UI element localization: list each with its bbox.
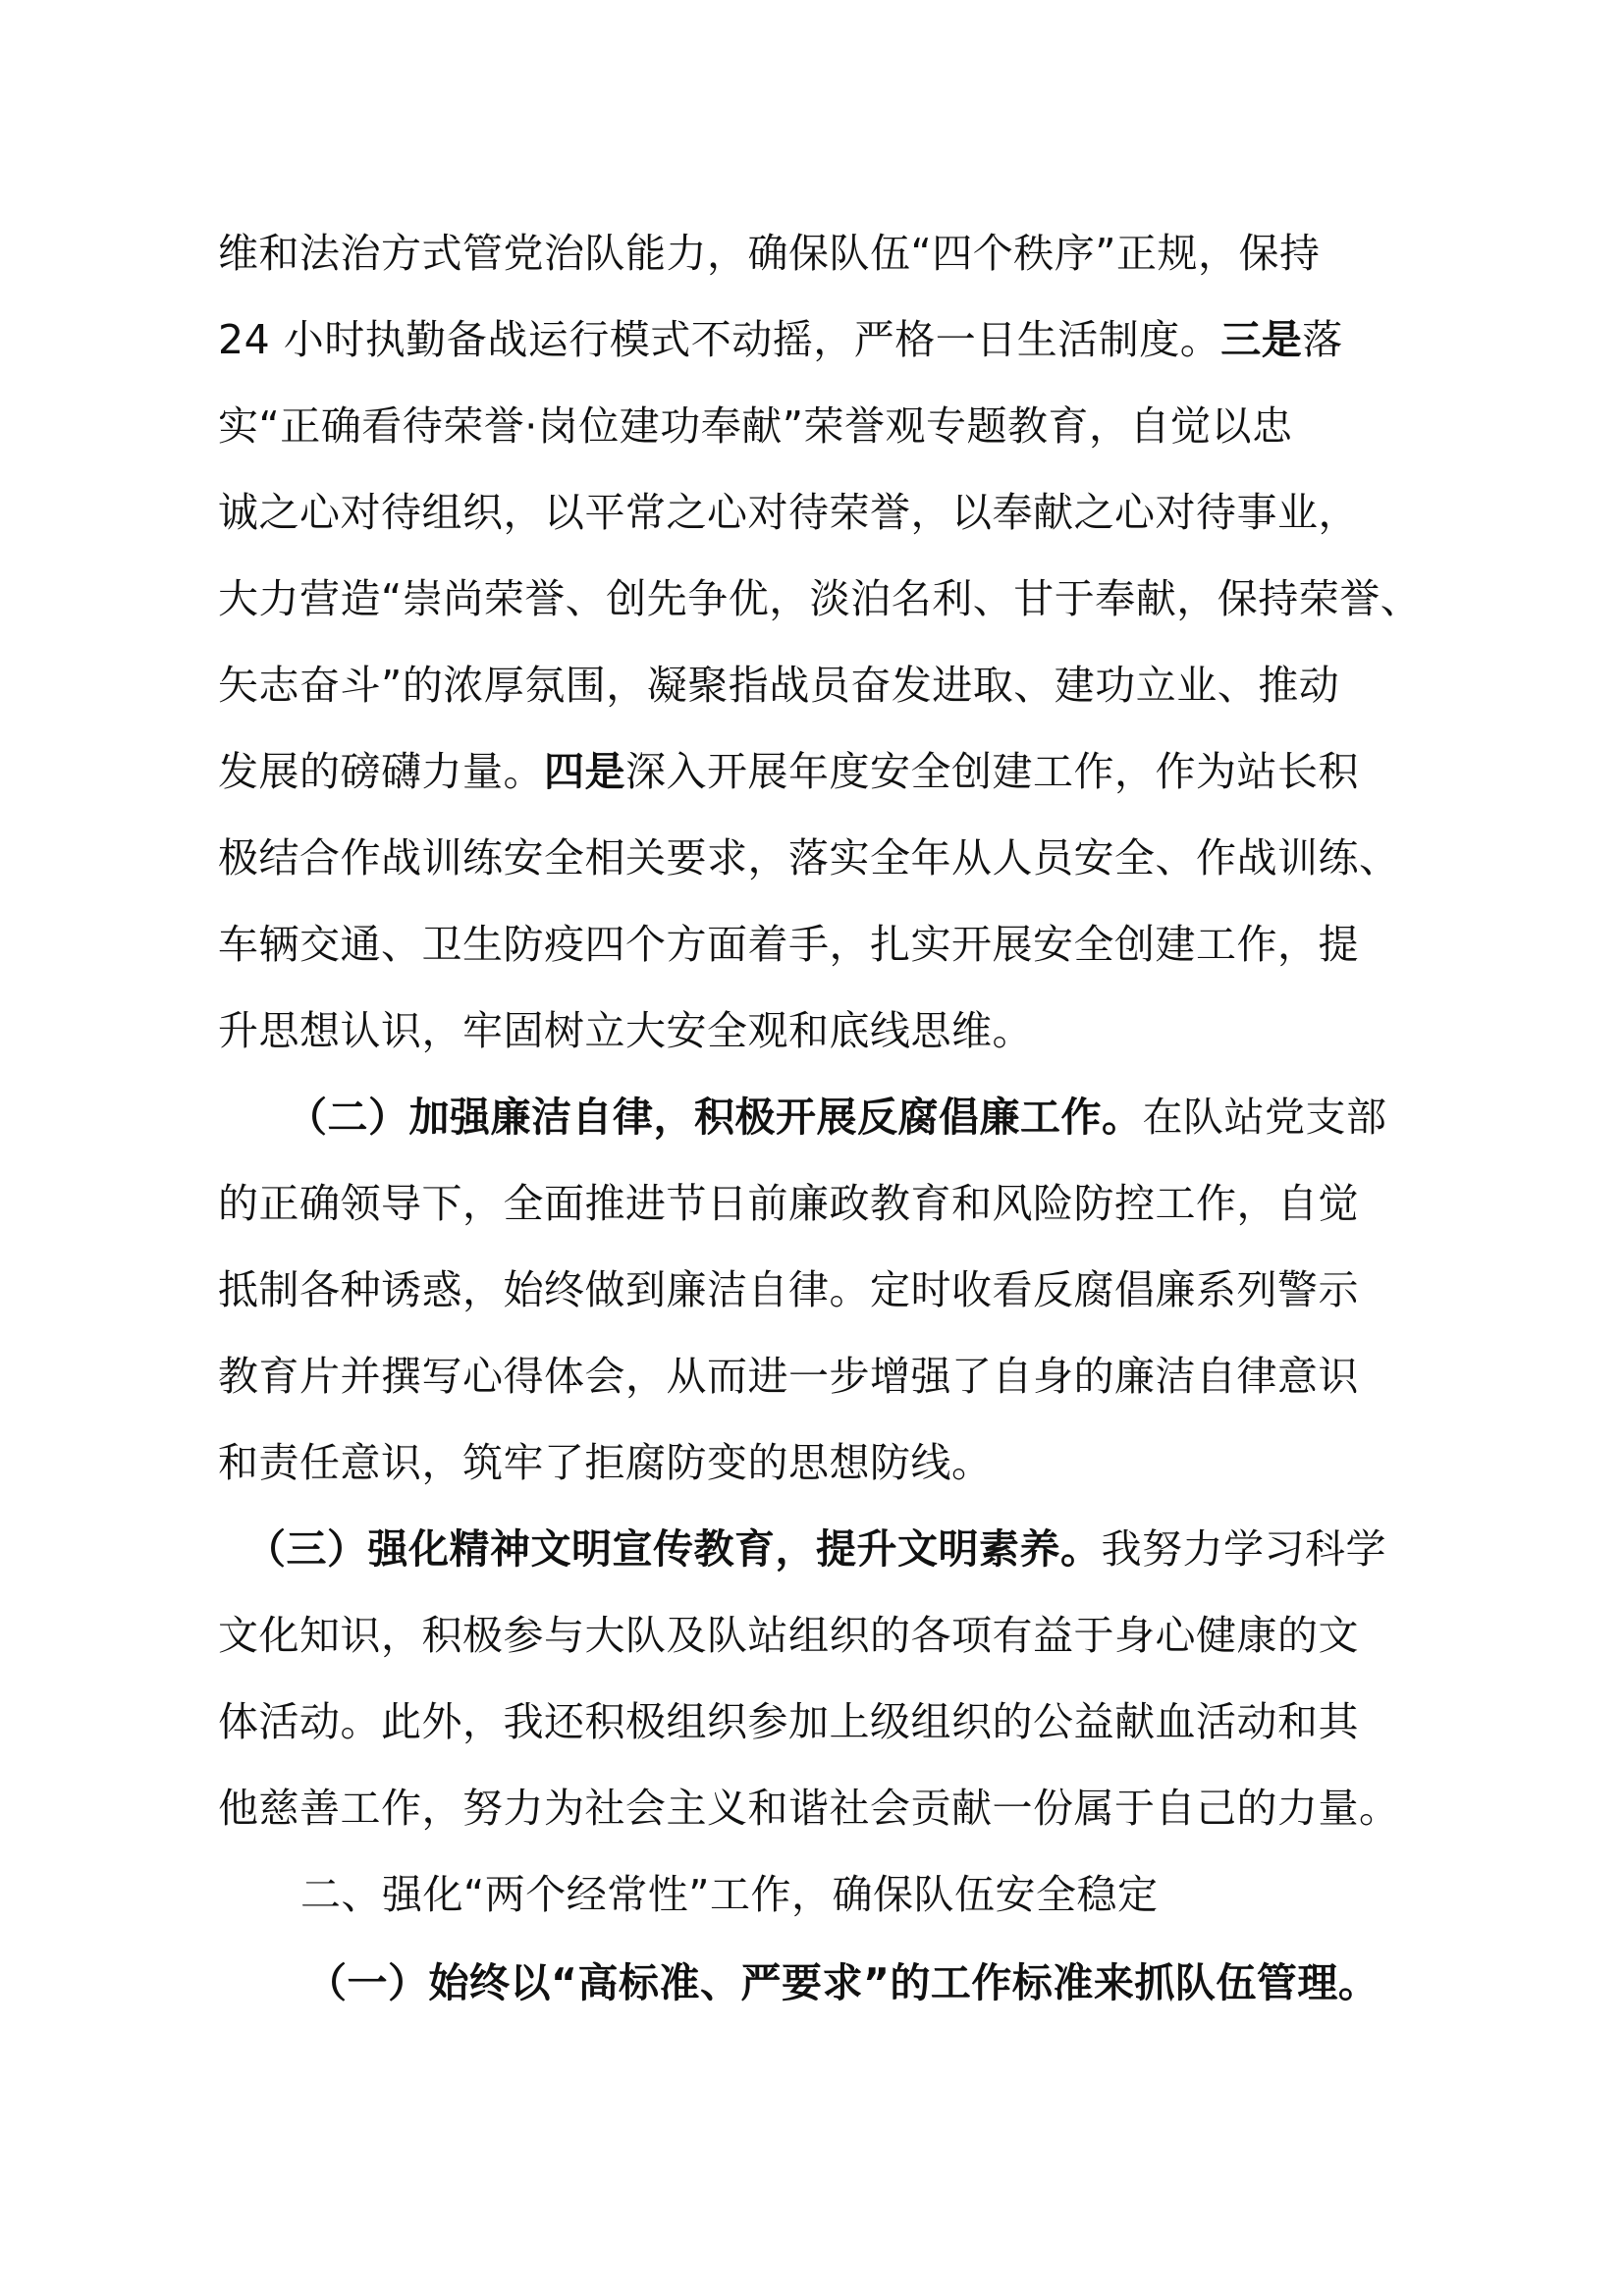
text-line-16 [245, 1520, 1386, 1578]
line-19-text: 他慈善工作，努力为社会主义和谐社会贡献一份属于自己的力量。 [218, 1785, 1400, 1832]
text-line-2 [218, 310, 1343, 369]
line-2-bold-marker: 三是 [1220, 316, 1303, 363]
text-line-6 [218, 656, 1339, 715]
line-10-text: 升思想认识，牢固树立大安全观和底线思维。 [218, 1007, 1033, 1054]
line-6-text: 矢志奋斗”的浓厚氛围，凝聚指战员奋发进取、建功立业、推动 [218, 662, 1340, 709]
sub-heading-1: （一）始终以“高标准、严要求”的工作标准来抓队伍管理。 [306, 1959, 1380, 2006]
line-7-text-a: 发展的磅礴力量。 [218, 748, 544, 795]
text-line-8 [218, 828, 1400, 887]
text-line-3 [218, 397, 1293, 455]
text-line-18 [218, 1692, 1359, 1751]
text-line-7 [218, 742, 1359, 801]
text-line-13 [218, 1260, 1359, 1319]
text-line-5 [218, 569, 1421, 628]
line-4-text: 诚之心对待组织，以平常之心对待荣誉，以奉献之心对待事业， [218, 489, 1359, 536]
text-line-14 [218, 1347, 1359, 1406]
chapter-heading-2: 二、强化“两个经常性”工作，确保队伍安全稳定 [300, 1871, 1159, 1918]
line-7-text-b: 深入开展年度安全创建工作，作为站长积 [625, 748, 1359, 795]
line-12-text: 的正确领导下，全面推进节日前廉政教育和风险防控工作，自觉 [218, 1180, 1359, 1227]
line-8-text: 极结合作战训练安全相关要求，落实全年从人员安全、作战训练、 [218, 834, 1400, 881]
section-heading-2: （二）加强廉洁自律，积极开展反腐倡廉工作。 [287, 1094, 1143, 1141]
text-line-12 [218, 1174, 1359, 1233]
line-17-text: 文化知识，积极参与大队及队站组织的各项有益于身心健康的文 [218, 1612, 1359, 1659]
text-line-20 [300, 1865, 1158, 1924]
line-1-text: 维和法治方式管党治队能力，确保队伍“四个秩序”正规，保持 [218, 230, 1321, 277]
text-line-19 [218, 1779, 1400, 1838]
text-line-4 [218, 483, 1359, 542]
text-line-17 [218, 1606, 1359, 1665]
text-line-21 [306, 1953, 1379, 2012]
line-5-text: 大力营造“崇尚荣誉、创先争优，淡泊名利、甘于奉献，保持荣誉、 [218, 575, 1422, 622]
line-2-text-b: 落 [1302, 316, 1343, 363]
line-16-text: 我努力学习科学 [1101, 1525, 1386, 1573]
line-15-text: 和责任意识，筑牢了拒腐防变的思想防线。 [218, 1439, 993, 1486]
line-14-text: 教育片并撰写心得体会，从而进一步增强了自身的廉洁自律意识 [218, 1353, 1359, 1400]
text-line-9 [218, 915, 1359, 974]
text-line-1 [218, 224, 1320, 283]
line-7-bold-marker: 四是 [544, 748, 625, 795]
line-11-text: 在队站党支部 [1142, 1094, 1387, 1141]
section-heading-3: （三）强化精神文明宣传教育，提升文明素养。 [245, 1525, 1102, 1573]
text-line-10 [218, 1001, 1033, 1060]
line-2-text-a: 24 小时执勤备战运行模式不动摇，严格一日生活制度。 [218, 316, 1221, 363]
line-18-text: 体活动。此外，我还积极组织参加上级组织的公益献血活动和其 [218, 1698, 1359, 1745]
line-13-text: 抵制各种诱惑，始终做到廉洁自律。定时收看反腐倡廉系列警示 [218, 1266, 1359, 1313]
line-9-text: 车辆交通、卫生防疫四个方面着手，扎实开展安全创建工作，提 [218, 921, 1359, 968]
text-line-15 [218, 1433, 993, 1492]
text-line-11 [287, 1088, 1387, 1147]
line-3-text: 实“正确看待荣誉·岗位建功奉献”荣誉观专题教育，自觉以忠 [218, 402, 1293, 450]
